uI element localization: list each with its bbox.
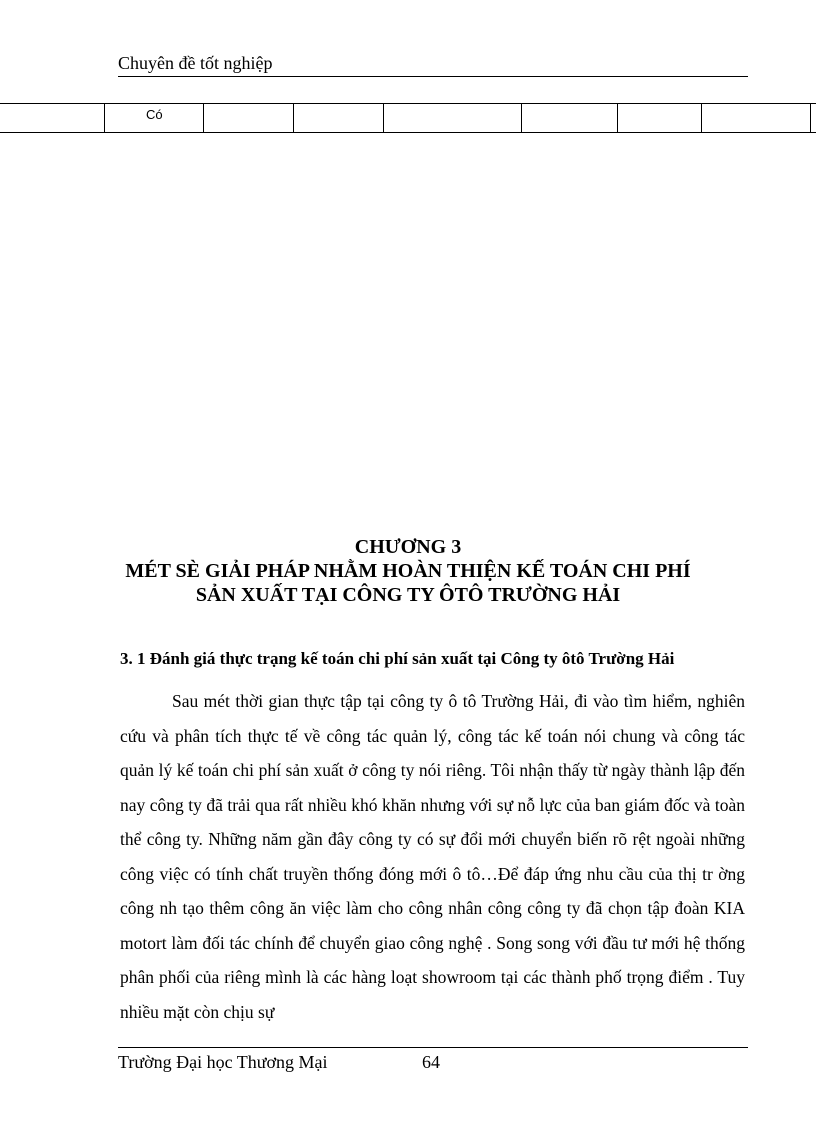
page-number: 64: [422, 1052, 440, 1072]
table-divider: [617, 104, 618, 132]
section-heading: 3. 1 Đánh giá thực trạng kế toán chi phí sản xuất tại Công ty ôtô Trường Hải: [120, 649, 675, 668]
table-divider: [701, 104, 702, 132]
chapter-heading: [80, 535, 736, 607]
page-header: [118, 52, 748, 77]
table-divider: [293, 104, 294, 132]
table-divider: [203, 104, 204, 132]
body-paragraph: Sau mét thời gian thực tập tại công ty ô tô Trường Hải, đi vào tìm hiểm, nghiên cứu và phân tích thực tế về công tác quản lý, công tác kế toán nói chung và công tác quản lý kế toán chi phí sản xuất ở công ty nói riêng. Tôi nhận thấy từ ngày thành lập đến nay công ty đã trải qua rất nhiều khó khăn nhưng với sự nỗ lực của ban giám đốc và toàn thể công ty. Những năm gần đây công ty có sự đổi mới chuyển biến rõ rệt ngoài những công việc có tính chất truyền thống đóng mới ô tô…Để đáp ứng nhu cầu của thị tr ờng công nh tạo thêm công ăn việc làm cho công nhân công công ty đã chọn tập đoàn KIA motort làm đối tác chính để chuyển giao công nghệ . Song song với đầu tư mới hệ thống phân phối của riêng mình là các hàng loạt showroom tại các thành phố trọng điểm . Tuy nhiều mặt còn chịu sự: [120, 691, 745, 1022]
page-footer: [118, 1047, 748, 1073]
table-divider: [383, 104, 384, 132]
chapter-title-line-1: MÉT SÈ GIẢI PHÁP NHẰM HOÀN THIỆN KẾ TOÁN CHI PHÍ: [125, 560, 691, 582]
table-fragment: [0, 103, 816, 133]
table-divider: [521, 104, 522, 132]
table-cell: Có: [146, 107, 163, 122]
header-title: Chuyên đề tốt nghiệp: [118, 53, 273, 73]
chapter-number: CHƯƠNG 3: [354, 536, 462, 558]
table-divider: [810, 104, 811, 132]
table-divider: [104, 104, 105, 132]
footer-school: Trường Đại học Thương Mại: [118, 1052, 328, 1072]
chapter-title-line-2: SẢN XUẤT TẠI CÔNG TY ÔTÔ TRƯỜNG HẢI: [195, 584, 621, 606]
